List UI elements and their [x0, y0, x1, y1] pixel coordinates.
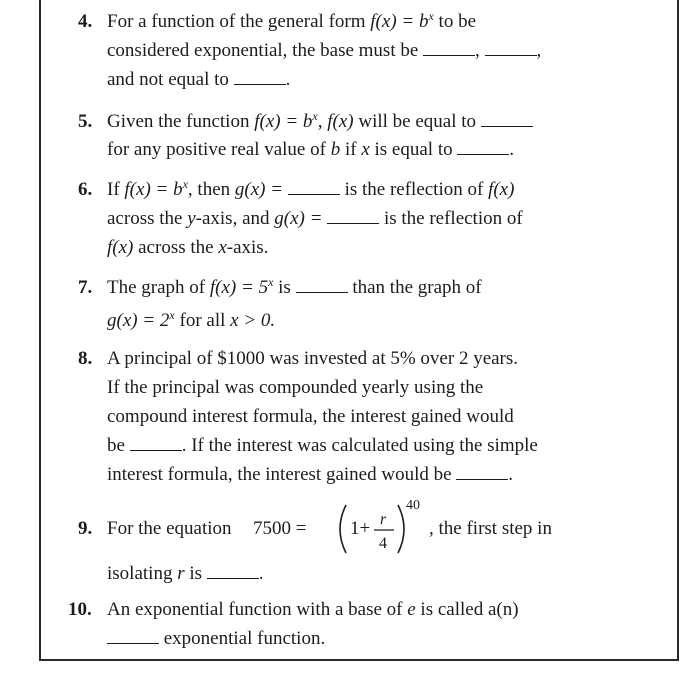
q8-line4: be . If the interest was calculated using the simple [107, 435, 538, 456]
q9-line1-b: , the first step in [429, 518, 552, 539]
q8-line1: A principal of $1000 was invested at 5% over 2 years. [107, 348, 519, 369]
answer-blank[interactable] [296, 276, 348, 293]
q10-line1: An exponential function with a base of e is called a(n) [107, 599, 519, 620]
q4-line1: For a function of the general form $f(x) = b^x$ to be [107, 9, 477, 32]
question-number: 8. [78, 348, 93, 369]
answer-blank[interactable] [288, 178, 340, 195]
q6-line2: across the y-axis, and g(x) = is the reflection of [107, 208, 523, 229]
answer-blank[interactable] [234, 68, 286, 85]
answer-blank[interactable] [107, 627, 159, 644]
q8-line5: interest formula, the interest gained would be . [107, 464, 514, 485]
q5-line2: for any positive real value of b if x is equal to . [107, 139, 515, 160]
eq-denominator: 4 [379, 535, 387, 552]
eq-one: 1+ [350, 518, 371, 539]
answer-blank[interactable] [481, 110, 533, 127]
equation-fraction [310, 495, 440, 565]
left-paren [340, 505, 346, 553]
q7-line2: $g(x) = 2^x$ for all x > 0. [107, 308, 276, 331]
q9-line2: isolating r is . [107, 563, 264, 584]
question-number: 6. [78, 179, 93, 200]
q4-line3: and not equal to . [107, 69, 291, 90]
question-number: 4. [78, 11, 93, 32]
q6-line1: If $f(x) = b^x$, then g(x) = is the reflection of f(x) [107, 177, 515, 200]
answer-blank[interactable] [327, 207, 379, 224]
q7-line1: The graph of $f(x) = 5^x$ is than the graph of [107, 275, 482, 298]
right-paren [398, 505, 404, 553]
q9-eq-left: 7500 = [253, 518, 307, 539]
question-number: 5. [78, 111, 93, 132]
answer-blank[interactable] [485, 39, 537, 56]
eq-exponent: 40 [406, 498, 420, 513]
answer-blank[interactable] [423, 39, 475, 56]
answer-blank[interactable] [207, 562, 259, 579]
q5-line1: Given the function $f(x) = b^x$, f(x) will be equal to [107, 110, 533, 134]
q8-line2: If the principal was compounded yearly using the [107, 377, 484, 398]
q10-line2: exponential function. [107, 627, 325, 651]
q6-line3: f(x) across the x-axis. [107, 237, 269, 258]
q8-line3: compound interest formula, the interest gained would [107, 406, 514, 427]
q4-line2: considered exponential, the base must be , , [107, 40, 542, 61]
answer-blank[interactable] [456, 463, 508, 480]
q9-line1-a: For the equation [107, 518, 232, 539]
answer-blank[interactable] [130, 434, 182, 451]
eq-numerator: r [380, 511, 387, 528]
question-number: 9. [78, 518, 93, 539]
question-number: 7. [78, 277, 93, 298]
question-number: 10. [68, 599, 92, 620]
answer-blank[interactable] [457, 138, 509, 155]
